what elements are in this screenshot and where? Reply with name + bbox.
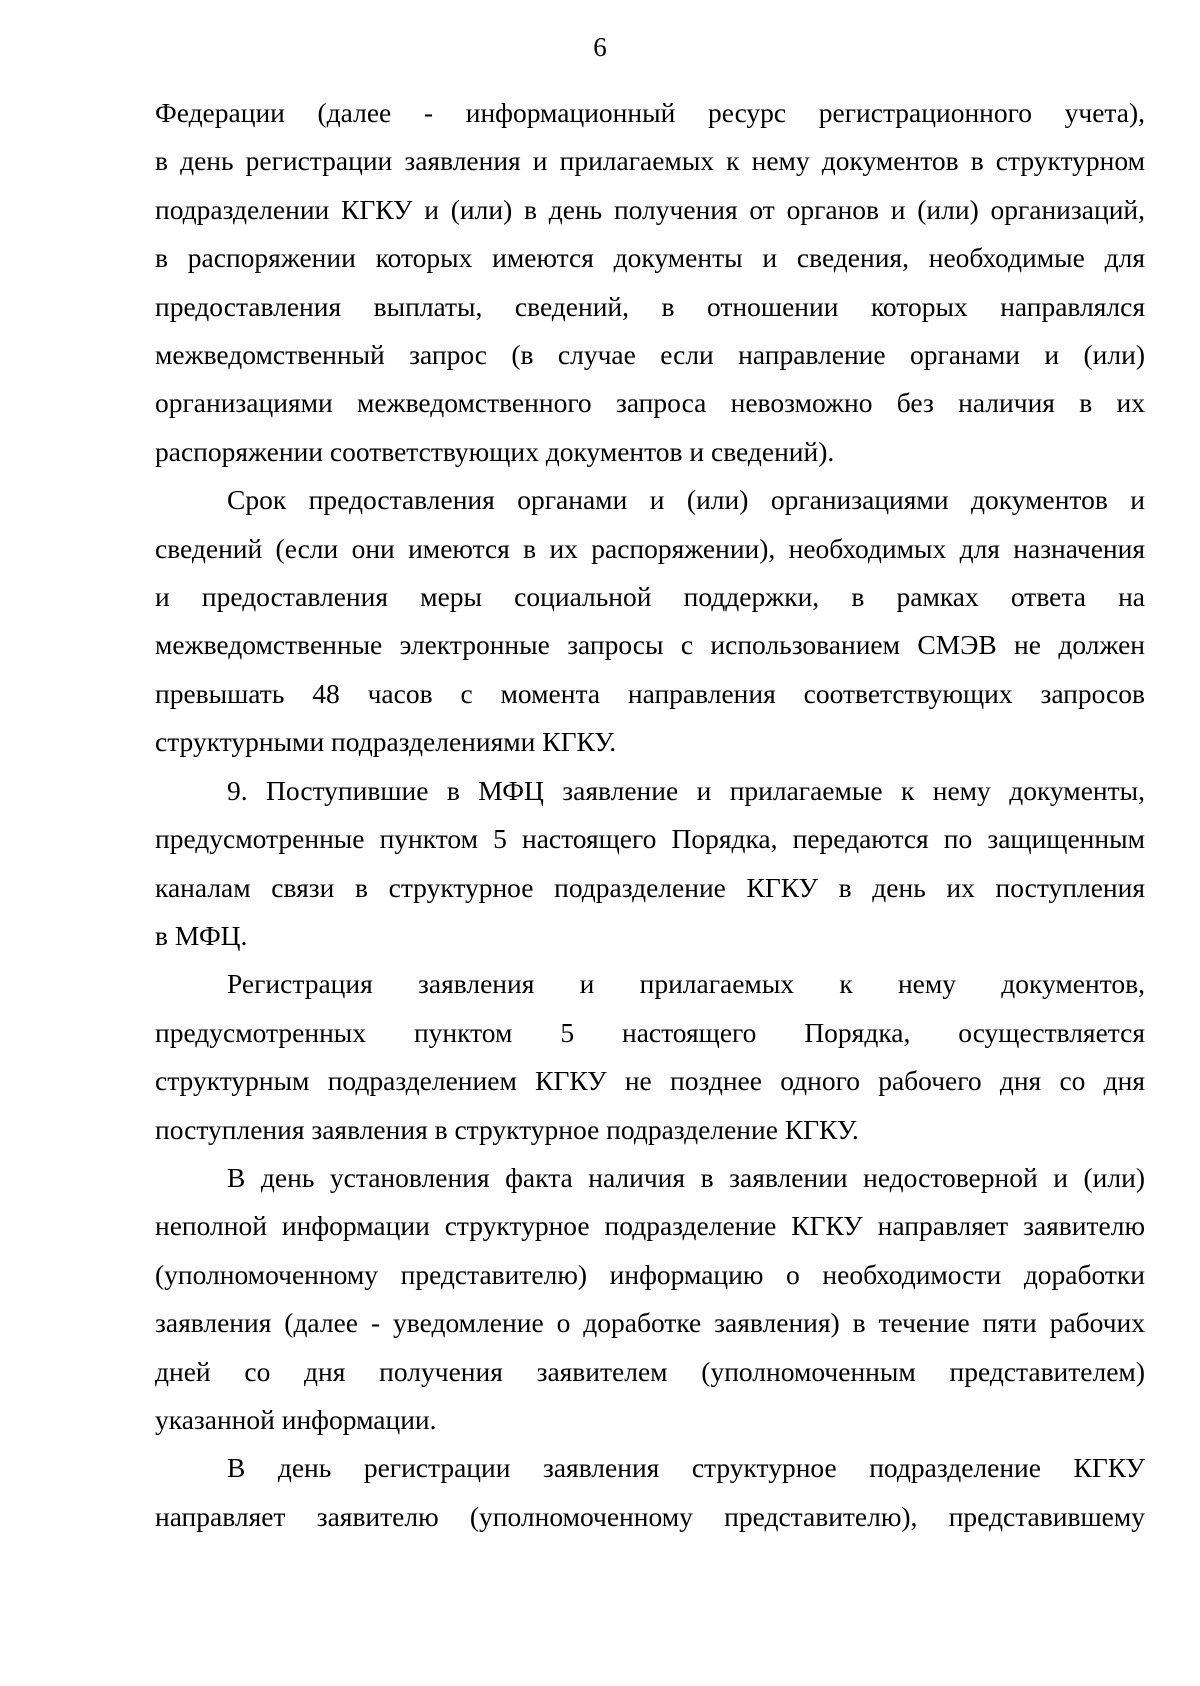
text-line: в распоряжении которых имеются документы и сведения, необходимые для — [155, 242, 1145, 274]
text-line: структурным подразделением КГКУ не позднее одного рабочего дня со дня — [155, 1065, 1145, 1097]
text-line: поступления заявления в структурное подразделение КГКУ. — [155, 1113, 859, 1145]
text-line: 9. Поступившие в МФЦ заявление и прилагаемые к нему документы, — [227, 774, 1145, 806]
text-line: в день регистрации заявления и прилагаемых к нему документов в структурном — [155, 145, 1145, 177]
text-line: предоставления выплаты, сведений, в отношении которых направлялся — [155, 290, 1145, 322]
text-line: (уполномоченному представителю) информацию о необходимости доработки — [155, 1258, 1145, 1290]
text-line: каналам связи в структурное подразделение КГКУ в день их поступления — [155, 871, 1145, 903]
text-line: предусмотренных пунктом 5 настоящего Порядка, осуществляется — [155, 1016, 1145, 1048]
text-line: сведений (если они имеются в их распоряжении), необходимых для назначения — [155, 532, 1145, 564]
paragraph-4 — [155, 960, 1145, 1154]
document-body — [155, 89, 1145, 1541]
text-line: организациями межведомственного запроса невозможно без наличия в их — [155, 387, 1145, 419]
text-line: заявления (далее - уведомление о доработке заявления) в течение пяти рабочих — [155, 1307, 1145, 1339]
text-line: межведомственный запрос (в случае если направление органами и (или) — [155, 339, 1145, 371]
text-line: неполной информации структурное подразделение КГКУ направляет заявителю — [155, 1210, 1145, 1242]
text-line: Федерации (далее - информационный ресурс регистрационного учета), — [155, 97, 1145, 128]
text-line: В день установления факта наличия в заявлении недостоверной и (или) — [227, 1161, 1145, 1193]
text-line: указанной информации. — [155, 1403, 437, 1435]
text-line: дней со дня получения заявителем (уполномоченным представителем) — [155, 1355, 1145, 1387]
paragraph-6 — [155, 1444, 1145, 1541]
text-line: Срок предоставления органами и (или) организациями документов и — [227, 484, 1145, 516]
text-line: структурными подразделениями КГКУ. — [155, 726, 617, 758]
text-line: и предоставления меры социальной поддержки, в рамках ответа на — [155, 581, 1145, 613]
text-line: распоряжении соответствующих документов и сведений). — [155, 435, 835, 467]
paragraph-2 — [155, 476, 1145, 766]
text-line: В день регистрации заявления структурное подразделение КГКУ — [227, 1452, 1145, 1484]
paragraph-3 — [155, 767, 1145, 961]
page-number: 6 — [593, 32, 607, 62]
paragraph-5 — [155, 1154, 1145, 1444]
text-line: превышать 48 часов с момента направления соответствующих запросов — [155, 677, 1145, 709]
text-line: предусмотренные пунктом 5 настоящего Порядка, передаются по защищенным — [155, 823, 1145, 855]
text-line: межведомственные электронные запросы с использованием СМЭВ не должен — [155, 629, 1145, 661]
text-line: Регистрация заявления и прилагаемых к нему документов, — [227, 968, 1145, 1000]
paragraph-1 — [155, 89, 1145, 476]
text-line: направляет заявителю (уполномоченному представителю), представившему — [155, 1500, 1145, 1532]
text-line: в МФЦ. — [155, 919, 248, 951]
text-line: подразделении КГКУ и (или) в день получения от органов и (или) организаций, — [155, 193, 1145, 225]
